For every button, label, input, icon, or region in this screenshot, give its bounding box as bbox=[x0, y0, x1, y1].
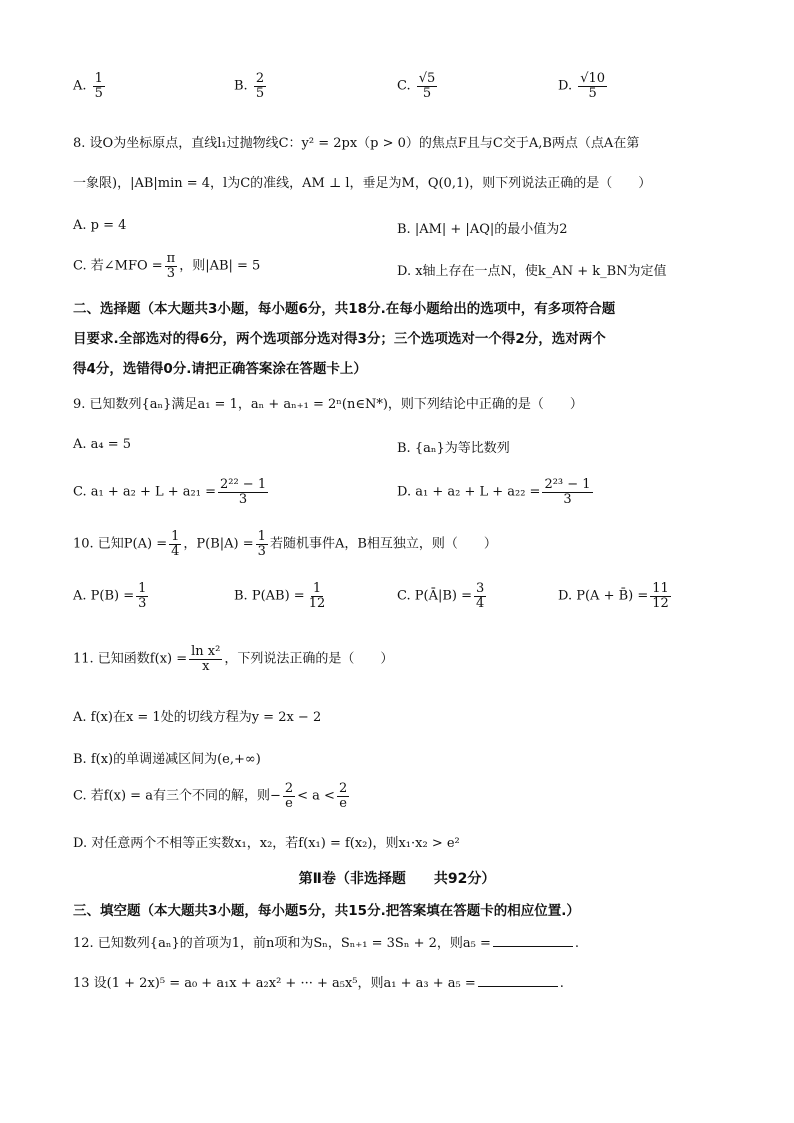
numerator: 11 bbox=[652, 581, 669, 596]
numerator: 1 bbox=[312, 581, 322, 596]
option-letter: B. bbox=[234, 78, 248, 94]
q9-option-c bbox=[73, 478, 270, 506]
stem-text: 11. 已知函数f(x) = bbox=[73, 651, 188, 667]
denominator: 3 bbox=[257, 543, 266, 559]
q8-option-c bbox=[73, 252, 260, 280]
numerator: 2²² − 1 bbox=[219, 477, 267, 492]
q7-option-d bbox=[558, 72, 609, 100]
numerator: 1 bbox=[138, 581, 147, 596]
fraction bbox=[650, 582, 671, 610]
q8-option-b: B. |AM| + |AQ|的最小值为2 bbox=[397, 222, 568, 237]
denominator: 12 bbox=[652, 595, 669, 611]
stem-text: . bbox=[559, 976, 564, 991]
q8-stem-line2: 一象限)，|AB|min = 4，l为C的准线，AM ⊥ l，垂足为M，Q(0,1)，则下列说法正确的是（ ） bbox=[73, 176, 652, 191]
numerator: 1 bbox=[257, 529, 266, 544]
denominator: 5 bbox=[588, 85, 597, 101]
fraction bbox=[254, 72, 266, 100]
q7-option-b bbox=[234, 72, 268, 100]
q8-stem-line1: 8. 设O为坐标原点，直线l₁过抛物线C：y² = 2px（p > 0）的焦点F且与C交于A,B两点（点A在第 bbox=[73, 136, 640, 151]
fraction bbox=[165, 252, 178, 280]
q10-option-c bbox=[397, 582, 488, 610]
fraction bbox=[256, 530, 268, 558]
fraction bbox=[169, 530, 181, 558]
q10-option-a bbox=[73, 582, 150, 610]
numerator: 2 bbox=[284, 781, 294, 796]
denominator: 3 bbox=[563, 491, 572, 507]
option-letter: A. bbox=[73, 78, 87, 94]
stem-text: 若随机事件A，B相互独立，则（ ） bbox=[269, 536, 497, 552]
q11-option-b: B. f(x)的单调递减区间为(e,+∞) bbox=[73, 752, 261, 767]
q11-option-d: D. 对任意两个不相等正实数x₁，x₂，若f(x₁) = f(x₂)，则x₁·x₂ > e² bbox=[73, 836, 460, 851]
numerator: 2 bbox=[255, 71, 265, 86]
fraction bbox=[474, 582, 486, 610]
numerator: 1 bbox=[171, 529, 180, 544]
numerator: 1 bbox=[94, 71, 103, 86]
q7-option-a bbox=[73, 72, 107, 100]
q12-stem bbox=[73, 934, 734, 954]
denominator: 3 bbox=[166, 265, 176, 281]
stem-text: 12. 已知数列{aₙ}的首项为1，前n项和为Sₙ，Sₙ₊₁ = 3Sₙ + 2，则a₅ = bbox=[73, 936, 491, 951]
numerator: ln x² bbox=[191, 644, 221, 659]
q8-option-a: A. p = 4 bbox=[73, 218, 127, 233]
denominator: 5 bbox=[255, 85, 265, 101]
q9-option-d bbox=[397, 478, 595, 506]
stem-text: ，P(B|A) = bbox=[183, 536, 254, 552]
q9-option-b: B. {aₙ}为等比数列 bbox=[397, 441, 510, 456]
option-letter: D. bbox=[558, 78, 573, 94]
q11-option-c bbox=[73, 782, 351, 810]
fraction bbox=[283, 782, 295, 810]
fraction bbox=[189, 645, 222, 673]
q9-stem: 9. 已知数列{aₙ}满足a₁ = 1，aₙ + aₙ₊₁ = 2ⁿ(n∈N*)，则下列结论中正确的是（ ） bbox=[73, 397, 583, 412]
q10-stem bbox=[73, 530, 734, 558]
section3-heading: 三、填空题（本大题共3小题，每小题5分，共15分.把答案填在答题卡的相应位置.） bbox=[73, 903, 580, 919]
q10-option-d bbox=[558, 582, 673, 610]
option-text: C. P(Ā|B) = bbox=[397, 588, 472, 604]
option-text: < a < bbox=[297, 788, 335, 804]
option-text: A. P(B) = bbox=[73, 588, 135, 604]
option-text: ，则|AB| = 5 bbox=[179, 258, 261, 274]
numerator: √10 bbox=[580, 71, 606, 86]
q7-option-c bbox=[397, 72, 439, 100]
numerator: √5 bbox=[418, 71, 436, 86]
answer-blank[interactable] bbox=[493, 934, 573, 947]
q10-option-b bbox=[234, 582, 329, 610]
numerator: π bbox=[166, 251, 176, 266]
option-letter: C. bbox=[397, 78, 411, 94]
fraction bbox=[417, 72, 438, 100]
numerator: 2 bbox=[338, 781, 348, 796]
fraction bbox=[307, 582, 328, 610]
option-text: D. a₁ + a₂ + L + a₂₂ = bbox=[397, 484, 541, 500]
denominator: e bbox=[285, 795, 293, 811]
numerator: 3 bbox=[476, 581, 485, 596]
fraction bbox=[542, 478, 592, 506]
part2-title: 第Ⅱ卷（非选择题 共92分） bbox=[298, 871, 496, 887]
denominator: 5 bbox=[422, 85, 432, 101]
denominator: 12 bbox=[308, 595, 326, 611]
fraction bbox=[218, 478, 268, 506]
fraction bbox=[337, 782, 349, 810]
q8-option-d: D. x轴上存在一点N，使k_AN + k_BN为定值 bbox=[397, 264, 667, 279]
option-text: D. P(A + B̄) = bbox=[558, 588, 649, 604]
denominator: 3 bbox=[238, 491, 248, 507]
stem-text: 10. 已知P(A) = bbox=[73, 536, 168, 552]
denominator: 5 bbox=[94, 85, 103, 101]
denominator: 4 bbox=[171, 543, 180, 559]
denominator: 3 bbox=[138, 595, 147, 611]
stem-text: . bbox=[574, 936, 580, 951]
denominator: 4 bbox=[476, 595, 485, 611]
section2-line1: 二、选择题（本大题共3小题，每小题6分，共18分.在每小题给出的选项中，有多项符合题 bbox=[73, 301, 616, 317]
fraction bbox=[136, 582, 148, 610]
fraction bbox=[93, 72, 105, 100]
q11-option-a: A. f(x)在x = 1处的切线方程为y = 2x − 2 bbox=[73, 710, 322, 725]
q11-stem bbox=[73, 645, 734, 673]
numerator: 2²³ − 1 bbox=[544, 477, 591, 492]
option-text: C. 若∠MFO = bbox=[73, 258, 163, 274]
section2-line3: 得4分，选错得0分.请把正确答案涂在答题卡上） bbox=[73, 361, 367, 377]
option-text: B. P(AB) = bbox=[234, 588, 305, 604]
answer-blank[interactable] bbox=[478, 974, 558, 987]
fraction bbox=[578, 72, 607, 100]
option-text: C. a₁ + a₂ + L + a₂₁ = bbox=[73, 484, 216, 500]
q13-stem bbox=[73, 974, 734, 994]
denominator: x bbox=[202, 658, 210, 674]
stem-text: 13 设(1 + 2x)⁵ = a₀ + a₁x + a₂x² + ··· + a₅x⁵，则a₁ + a₃ + a₅ = bbox=[73, 976, 476, 991]
q9-option-a: A. a₄ = 5 bbox=[73, 437, 132, 452]
denominator: e bbox=[339, 795, 347, 811]
stem-text: ，下列说法正确的是（ ） bbox=[224, 651, 394, 667]
section2-line2: 目要求.全部选对的得6分，两个选项部分选对得3分；三个选项选对一个得2分，选对两个 bbox=[73, 331, 606, 347]
option-text: C. 若f(x) = a有三个不同的解，则− bbox=[73, 788, 281, 804]
